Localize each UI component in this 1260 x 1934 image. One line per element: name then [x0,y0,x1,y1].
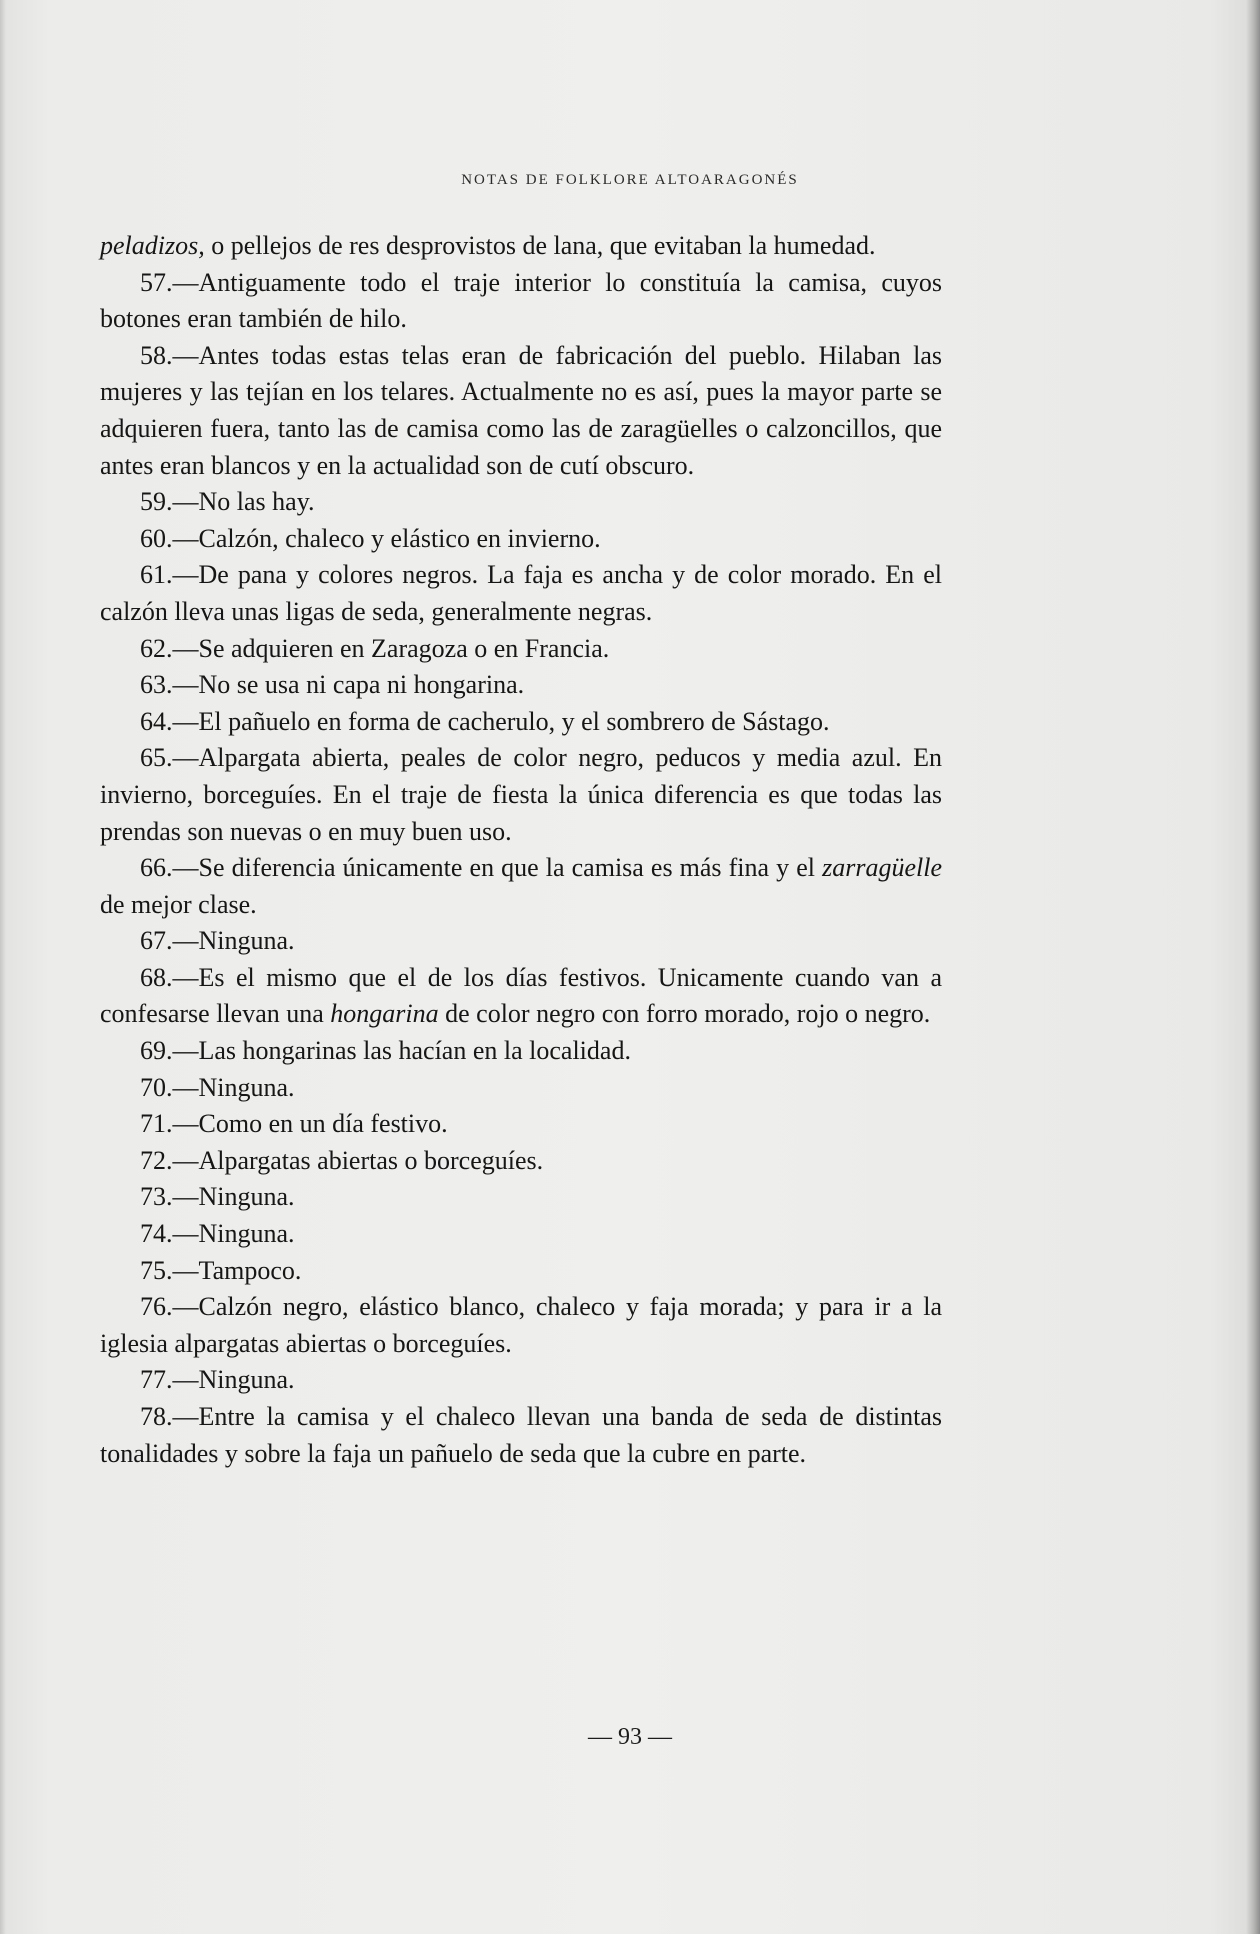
paragraph-78: 78.—Entre la camisa y el chaleco llevan una banda de seda de distintas tonalidades y sobre la faja un pañuelo de seda que la cubre en parte. [100,1402,942,1468]
paragraph-61: 61.—De pana y colores negros. La faja es ancha y de color morado. En el calzón lleva unas ligas de seda, generalmente negras. [100,560,942,626]
paragraph-59: 59.—No las hay. [140,487,315,517]
paragraph-70: 70.—Ninguna. [140,1072,295,1102]
paragraph-63: 63.—No se usa ni capa ni hongarina. [140,670,525,700]
paragraph-continuation [100,228,942,265]
paragraph-text: de mejor clase. [100,889,257,919]
paragraph-text: 66.—Se diferencia únicamente en que la camisa es más fina y el [140,853,823,883]
paragraph-76: 76.—Calzón negro, elástico blanco, chaleco y faja morada; y para ir a la iglesia alpargatas abiertas o borceguíes. [100,1292,942,1358]
italic-term: hongarina [330,999,439,1029]
paragraph-text: o pellejos de res desprovistos de lana, que evitaban la humedad. [204,231,876,260]
page-number: — 93 — [588,1724,672,1750]
paragraph-65: 65.—Alpargata abierta, peales de color negro, peducos y media azul. En invierno, borceguíes. En el traje de fiesta la única diferencia es que todas las prendas son nuevas o en muy buen uso. [100,743,942,846]
paragraph-67: 67.—Ninguna. [140,926,295,956]
paragraph-60: 60.—Calzón, chaleco y elástico en invierno. [140,523,601,553]
paragraph-58: 58.—Antes todas estas telas eran de fabricación del pueblo. Hilaban las mujeres y las tejían en los telares. Actualmente no es así, pues la mayor parte se adquieren fuera, tanto las de camisa como las de zaragüelles o calzoncillos, que antes eran blancos y en la actualidad son de cutí obscuro. [100,340,942,480]
paragraph-62: 62.—Se adquieren en Zaragoza o en Francia. [140,633,610,663]
paragraph-57: 57.—Antiguamente todo el traje interior lo constituía la camisa, cuyos botones eran también de hilo. [100,267,942,334]
page-left-edge-shadow [0,0,6,1934]
paragraph-75: 75.—Tampoco. [140,1255,302,1285]
italic-term: zarragüelle [822,853,942,883]
paragraph-71: 71.—Como en un día festivo. [140,1109,448,1139]
paragraph-64: 64.—El pañuelo en forma de cacherulo, y el sombrero de Sástago. [140,706,830,736]
running-head: NOTAS DE FOLKLORE ALTOARAGONÉS [461,172,799,188]
paragraph-74: 74.—Ninguna. [140,1219,295,1249]
paragraph-66 [100,850,942,923]
body-text [100,228,942,1472]
italic-lead: peladizos, [100,231,205,260]
page-binding-shadow [1246,0,1260,1934]
paragraph-77: 77.—Ninguna. [140,1365,295,1395]
paragraph-73: 73.—Ninguna. [140,1182,295,1212]
paragraph-text: de color negro con forro morado, rojo o negro. [438,999,931,1029]
paragraph-69: 69.—Las hongarinas las hacían en la localidad. [140,1036,631,1066]
paragraph-text: 68.—Es el mismo que el de los días festivos. Unicamente cuando van a confesarse llevan una [100,962,942,1029]
paragraph-68 [100,960,942,1033]
paragraph-72: 72.—Alpargatas abiertas o borceguíes. [140,1145,544,1175]
